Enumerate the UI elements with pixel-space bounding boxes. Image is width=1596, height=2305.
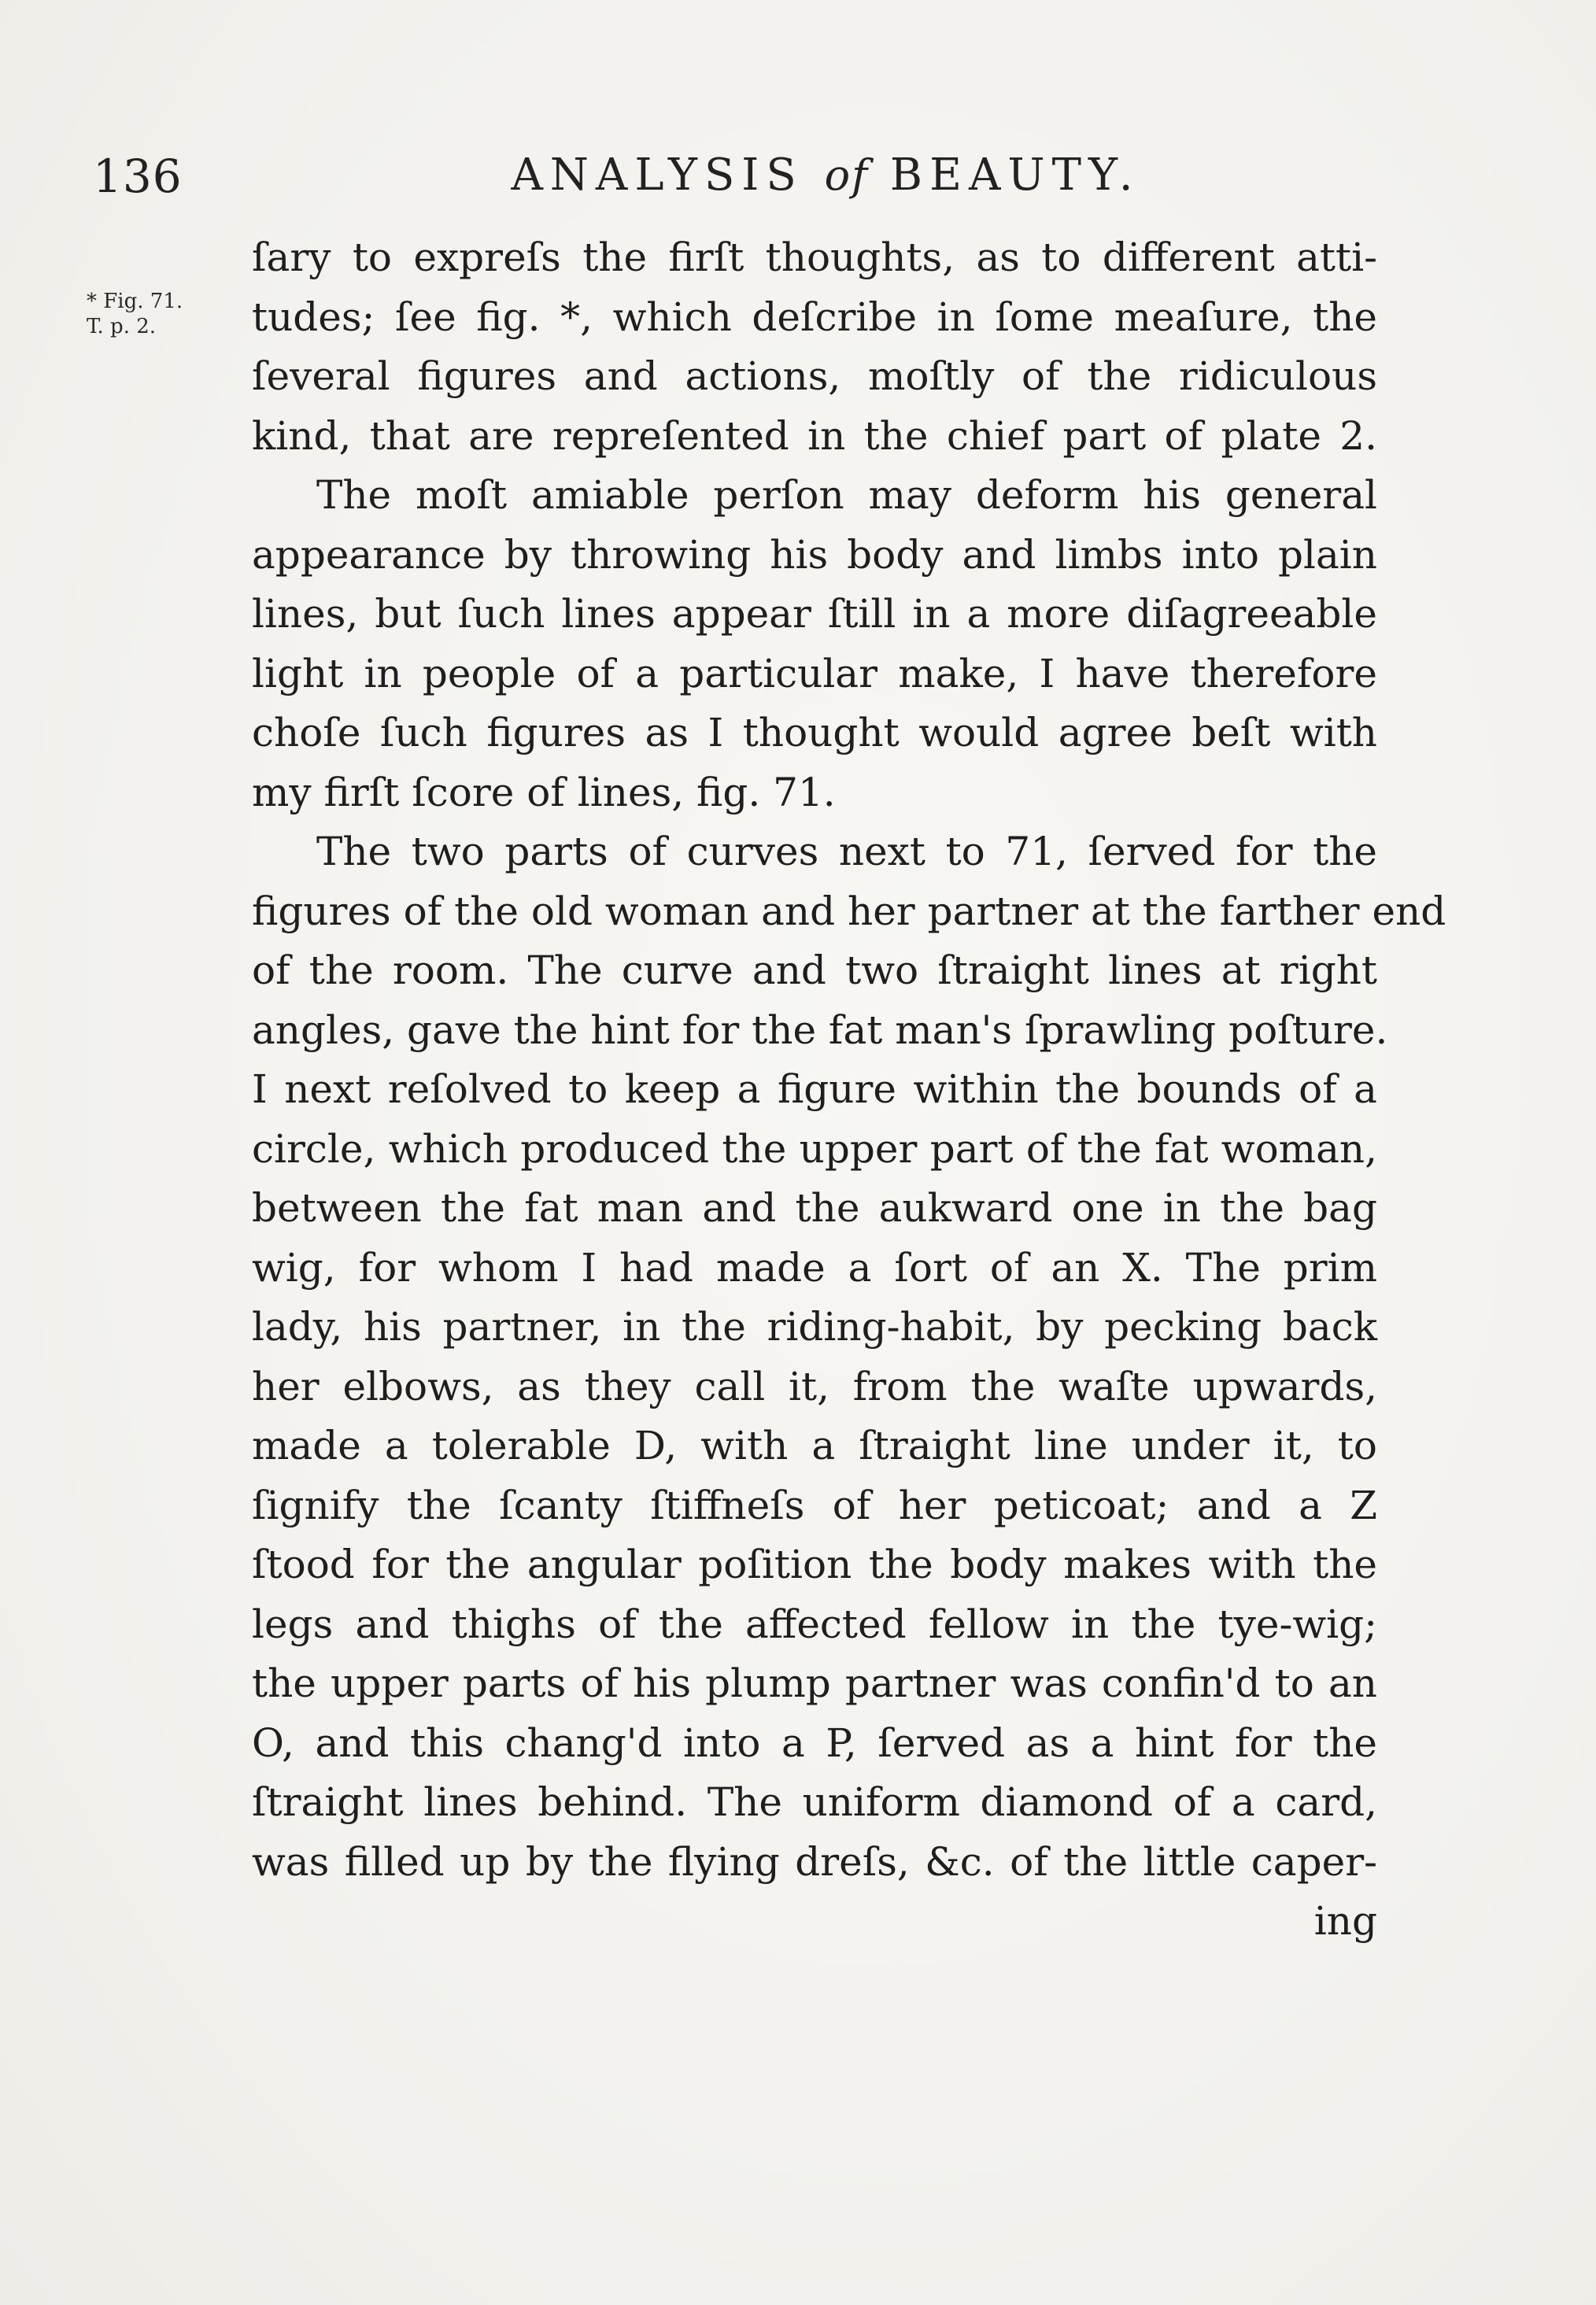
margin-note-line: T. p. 2. bbox=[87, 315, 157, 338]
text-line: appearance by throwing his body and limbs into plain bbox=[252, 531, 1377, 578]
text-line: The two parts of curves next to 71, ſerved for the bbox=[316, 829, 1377, 874]
text-line: The moſt amiable perſon may deform his general bbox=[316, 472, 1377, 518]
running-title-part1: ANALYSIS bbox=[511, 150, 804, 201]
text-line: her elbows, as they call it, from the waſte upwards, bbox=[252, 1363, 1377, 1409]
margin-note bbox=[87, 289, 183, 339]
text-line: circle, which produced the upper part of the fat woman, bbox=[252, 1125, 1377, 1172]
text-line: legs and thighs of the affected fellow in the tye-wig; bbox=[252, 1601, 1377, 1647]
text-line: lady, his partner, in the riding-habit, by pecking back bbox=[252, 1304, 1377, 1350]
text-line: lines, but ſuch lines appear ſtill in a more diſagreeable bbox=[252, 591, 1377, 637]
text-line: kind, that are repreſented in the chief part of plate 2. bbox=[252, 412, 1377, 459]
text-line: angles, gave the hint for the fat man's ſprawling poſture. bbox=[252, 1007, 1388, 1053]
margin-note-line: * Fig. 71. bbox=[87, 290, 183, 313]
text-line: light in people of a particular make, I have therefore bbox=[252, 650, 1377, 696]
text-line: figures of the old woman and her partner at the farther end bbox=[252, 888, 1446, 934]
text-line: wig, for whom I had made a ſort of an X. The prim bbox=[252, 1244, 1377, 1291]
text-line: of the room. The curve and two ſtraight lines at right bbox=[252, 947, 1377, 993]
body-text bbox=[252, 228, 1446, 1952]
text-line: ſtraight lines behind. The uniform diamond of a card, bbox=[252, 1779, 1377, 1825]
catchword: ing bbox=[1313, 1898, 1377, 1944]
page-number: 136 bbox=[93, 150, 183, 203]
text-line: I next reſolved to keep a figure within the bounds of a bbox=[252, 1066, 1377, 1112]
text-line: made a tolerable D, with a ſtraight line under it, to bbox=[252, 1423, 1377, 1468]
text-line: my firſt ſcore of lines, fig. 71. bbox=[252, 769, 836, 815]
text-line: ſignify the ſcanty ſtiffneſs of her peticoat; and a Z bbox=[252, 1482, 1377, 1528]
text-line: was filled up by the flying dreſs, &c. of the little caper- bbox=[252, 1838, 1377, 1885]
running-title bbox=[0, 150, 1596, 201]
text-line: ſary to expreſs the firſt thoughts, as to different atti- bbox=[252, 235, 1377, 280]
text-line: ſeveral figures and actions, moſtly of the ridiculous bbox=[252, 353, 1377, 399]
text-line: tudes; ſee fig. *, which deſcribe in ſome meaſure, the bbox=[252, 294, 1377, 340]
text-line: ſtood for the angular poſition the body makes with the bbox=[252, 1542, 1377, 1587]
text-line: O, and this chang'd into a P, ſerved as a hint for the bbox=[252, 1720, 1377, 1766]
text-line: choſe ſuch figures as I thought would agree beſt with bbox=[252, 710, 1377, 755]
text-line: between the fat man and the aukward one in the bag bbox=[252, 1185, 1377, 1231]
text-line: the upper parts of his plump partner was confin'd to an bbox=[252, 1660, 1377, 1706]
running-title-connector: of bbox=[824, 150, 870, 200]
running-title-part2: BEAUTY. bbox=[889, 150, 1140, 201]
